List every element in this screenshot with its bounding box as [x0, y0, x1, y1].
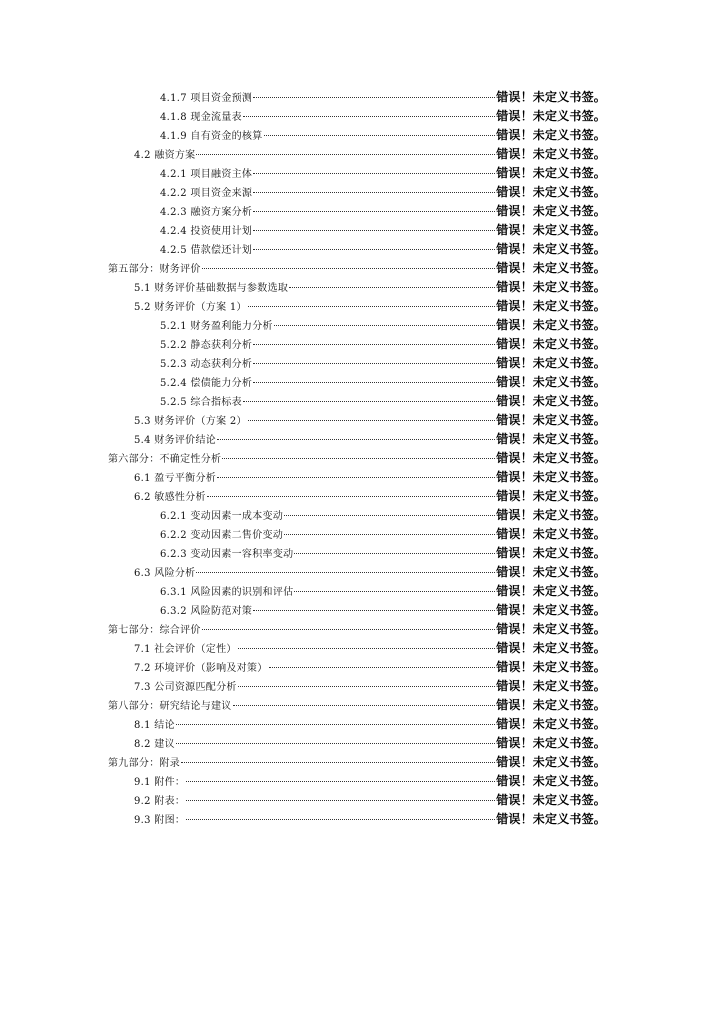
dot-leader — [253, 382, 495, 383]
toc-entry-label: 6.3 风险分析 — [134, 568, 196, 579]
toc-entry-label: 4.2.4 投资使用计划 — [160, 226, 253, 237]
toc-entry[interactable] — [108, 107, 606, 126]
dot-leader — [269, 667, 496, 668]
toc-entry-page-ref: 错误！未定义书签。 — [496, 774, 606, 788]
toc-entry-page-ref: 错误！未定义书签。 — [496, 812, 606, 826]
toc-entry[interactable] — [108, 601, 606, 620]
toc-entry-page-ref: 错误！未定义书签。 — [496, 166, 606, 180]
toc-entry-label: 8.2 建议 — [134, 739, 175, 750]
toc-entry-label: 4.2.2 项目资金来源 — [160, 188, 253, 199]
toc-entry[interactable] — [108, 126, 606, 145]
toc-entry[interactable] — [108, 164, 606, 183]
toc-entry-label: 9.3 附图： — [134, 815, 186, 826]
toc-entry[interactable] — [108, 430, 606, 449]
dot-leader — [202, 268, 495, 269]
toc-entry-label: 5.2.4 偿债能力分析 — [160, 378, 253, 389]
toc-entry[interactable] — [108, 145, 606, 164]
toc-entry-label: 4.2.5 借款偿还计划 — [160, 245, 253, 256]
toc-entry-page-ref: 错误！未定义书签。 — [496, 489, 606, 503]
toc-entry-page-ref: 错误！未定义书签。 — [496, 451, 606, 465]
dot-leader — [186, 781, 495, 782]
dot-leader — [196, 154, 495, 155]
toc-entry-page-ref: 错误！未定义书签。 — [496, 337, 606, 351]
toc-entry[interactable] — [108, 278, 606, 297]
toc-entry-page-ref: 错误！未定义书签。 — [496, 223, 606, 237]
toc-entry-page-ref: 错误！未定义书签。 — [496, 280, 606, 294]
dot-leader — [294, 591, 495, 592]
dot-leader — [253, 192, 495, 193]
toc-entry[interactable] — [108, 354, 606, 373]
toc-entry[interactable] — [108, 316, 606, 335]
toc-entry-page-ref: 错误！未定义书签。 — [496, 90, 606, 104]
toc-entry-label: 5.2 财务评价（方案 1） — [134, 302, 247, 313]
dot-leader — [207, 496, 495, 497]
toc-entry-page-ref: 错误！未定义书签。 — [496, 565, 606, 579]
dot-leader — [186, 819, 495, 820]
toc-entry[interactable] — [108, 183, 606, 202]
dot-leader — [253, 97, 495, 98]
toc-entry-label: 6.1 盈亏平衡分析 — [134, 473, 217, 484]
toc-entry[interactable] — [108, 335, 606, 354]
toc-entry-label: 7.2 环境评价（影响及对策） — [134, 663, 268, 674]
toc-entry-page-ref: 错误！未定义书签。 — [496, 603, 606, 617]
toc-entry-label: 6.3.2 风险防范对策 — [160, 606, 253, 617]
toc-entry[interactable] — [108, 677, 606, 696]
toc-entry[interactable] — [108, 373, 606, 392]
toc-entry-label: 第五部分：财务评价 — [108, 264, 201, 275]
toc-entry-page-ref: 错误！未定义书签。 — [496, 736, 606, 750]
dot-leader — [222, 458, 495, 459]
toc-entry-page-ref: 错误！未定义书签。 — [496, 470, 606, 484]
toc-entry[interactable] — [108, 639, 606, 658]
toc-entry-page-ref: 错误！未定义书签。 — [496, 413, 606, 427]
toc-entry[interactable] — [108, 791, 606, 810]
toc-entry-label: 7.3 公司资源匹配分析 — [134, 682, 237, 693]
dot-leader — [196, 572, 495, 573]
toc-entry[interactable] — [108, 202, 606, 221]
toc-entry-page-ref: 错误！未定义书签。 — [496, 508, 606, 522]
dot-leader — [294, 553, 495, 554]
toc-entry-label: 第八部分：研究结论与建议 — [108, 701, 232, 712]
toc-entry-page-ref: 错误！未定义书签。 — [496, 242, 606, 256]
toc-entry[interactable] — [108, 582, 606, 601]
toc-entry[interactable] — [108, 487, 606, 506]
toc-entry-label: 6.2.3 变动因素一容积率变动 — [160, 549, 294, 560]
toc-entry[interactable] — [108, 221, 606, 240]
toc-entry[interactable] — [108, 392, 606, 411]
dot-leader — [253, 230, 495, 231]
dot-leader — [253, 610, 495, 611]
toc-entry[interactable] — [108, 411, 606, 430]
toc-entry[interactable] — [108, 734, 606, 753]
dot-leader — [289, 287, 495, 288]
toc-entry[interactable] — [108, 297, 606, 316]
toc-entry-label: 5.3 财务评价（方案 2） — [134, 416, 247, 427]
toc-entry-label: 9.2 附表： — [134, 796, 186, 807]
toc-entry-label: 5.2.3 动态获利分析 — [160, 359, 253, 370]
dot-leader — [176, 743, 495, 744]
toc-entry[interactable] — [108, 88, 606, 107]
toc-entry-label: 4.2 融资方案 — [134, 150, 196, 161]
toc-entry-page-ref: 错误！未定义书签。 — [496, 755, 606, 769]
toc-entry-page-ref: 错误！未定义书签。 — [496, 546, 606, 560]
toc-entry-page-ref: 错误！未定义书签。 — [496, 698, 606, 712]
toc-entry[interactable] — [108, 449, 606, 468]
table-of-contents — [108, 88, 606, 829]
toc-entry-label: 4.2.1 项目融资主体 — [160, 169, 253, 180]
toc-entry[interactable] — [108, 772, 606, 791]
toc-entry-label: 5.1 财务评价基础数据与参数选取 — [134, 283, 289, 294]
toc-entry[interactable] — [108, 753, 606, 772]
dot-leader — [248, 306, 495, 307]
dot-leader — [253, 173, 495, 174]
dot-leader — [253, 344, 495, 345]
toc-entry-page-ref: 错误！未定义书签。 — [496, 299, 606, 313]
dot-leader — [248, 420, 495, 421]
toc-entry-page-ref: 错误！未定义书签。 — [496, 432, 606, 446]
toc-entry-page-ref: 错误！未定义书签。 — [496, 356, 606, 370]
toc-entry-page-ref: 错误！未定义书签。 — [496, 394, 606, 408]
toc-entry-label: 4.2.3 融资方案分析 — [160, 207, 253, 218]
dot-leader — [217, 439, 495, 440]
dot-leader — [284, 515, 495, 516]
toc-entry-label: 6.2 敏感性分析 — [134, 492, 206, 503]
toc-entry-label: 4.1.9 自有资金的核算 — [160, 131, 263, 142]
toc-entry-page-ref: 错误！未定义书签。 — [496, 109, 606, 123]
toc-entry-label: 5.2.2 静态获利分析 — [160, 340, 253, 351]
toc-entry[interactable] — [108, 544, 606, 563]
dot-leader — [217, 477, 495, 478]
dot-leader — [264, 135, 496, 136]
toc-entry-label: 6.3.1 风险因素的识别和评估 — [160, 587, 294, 598]
dot-leader — [181, 762, 495, 763]
toc-entry[interactable] — [108, 259, 606, 278]
toc-entry-label: 5.2.5 综合指标表 — [160, 397, 242, 408]
toc-entry-page-ref: 错误！未定义书签。 — [496, 717, 606, 731]
toc-entry-page-ref: 错误！未定义书签。 — [496, 128, 606, 142]
dot-leader — [238, 686, 496, 687]
toc-entry-page-ref: 错误！未定义书签。 — [496, 584, 606, 598]
toc-entry-label: 第九部分：附录 — [108, 758, 181, 769]
dot-leader — [186, 800, 495, 801]
toc-entry-label: 5.2.1 财务盈利能力分析 — [160, 321, 273, 332]
dot-leader — [243, 116, 495, 117]
toc-entry-page-ref: 错误！未定义书签。 — [496, 679, 606, 693]
dot-leader — [253, 211, 495, 212]
toc-entry-label: 第七部分：综合评价 — [108, 625, 201, 636]
toc-entry-page-ref: 错误！未定义书签。 — [496, 318, 606, 332]
toc-entry[interactable] — [108, 506, 606, 525]
toc-entry-page-ref: 错误！未定义书签。 — [496, 660, 606, 674]
toc-entry-label: 7.1 社会评价（定性） — [134, 644, 237, 655]
toc-entry[interactable] — [108, 658, 606, 677]
toc-entry-label: 4.1.8 现金流量表 — [160, 112, 242, 123]
toc-entry-page-ref: 错误！未定义书签。 — [496, 147, 606, 161]
toc-entry-label: 5.4 财务评价结论 — [134, 435, 217, 446]
toc-entry[interactable] — [108, 620, 606, 639]
dot-leader — [202, 629, 495, 630]
dot-leader — [243, 401, 495, 402]
toc-entry-page-ref: 错误！未定义书签。 — [496, 261, 606, 275]
dot-leader — [253, 363, 495, 364]
toc-entry-page-ref: 错误！未定义书签。 — [496, 641, 606, 655]
toc-entry[interactable] — [108, 563, 606, 582]
toc-entry-label: 8.1 结论 — [134, 720, 175, 731]
toc-entry-label: 9.1 附件： — [134, 777, 186, 788]
toc-entry-page-ref: 错误！未定义书签。 — [496, 375, 606, 389]
dot-leader — [253, 249, 495, 250]
toc-entry-page-ref: 错误！未定义书签。 — [496, 204, 606, 218]
toc-entry[interactable] — [108, 468, 606, 487]
toc-entry[interactable] — [108, 525, 606, 544]
toc-entry-label: 6.2.1 变动因素一成本变动 — [160, 511, 284, 522]
dot-leader — [284, 534, 495, 535]
toc-entry-page-ref: 错误！未定义书签。 — [496, 622, 606, 636]
toc-entry[interactable] — [108, 240, 606, 259]
toc-entry-page-ref: 错误！未定义书签。 — [496, 185, 606, 199]
toc-entry[interactable] — [108, 810, 606, 829]
toc-entry-page-ref: 错误！未定义书签。 — [496, 793, 606, 807]
toc-entry-page-ref: 错误！未定义书签。 — [496, 527, 606, 541]
dot-leader — [238, 648, 496, 649]
toc-entry[interactable] — [108, 715, 606, 734]
toc-entry-label: 第六部分：不确定性分析 — [108, 454, 222, 465]
dot-leader — [274, 325, 495, 326]
toc-entry-label: 6.2.2 变动因素二售价变动 — [160, 530, 284, 541]
dot-leader — [233, 705, 496, 706]
dot-leader — [176, 724, 495, 725]
toc-entry-label: 4.1.7 项目资金预测 — [160, 93, 253, 104]
toc-entry[interactable] — [108, 696, 606, 715]
